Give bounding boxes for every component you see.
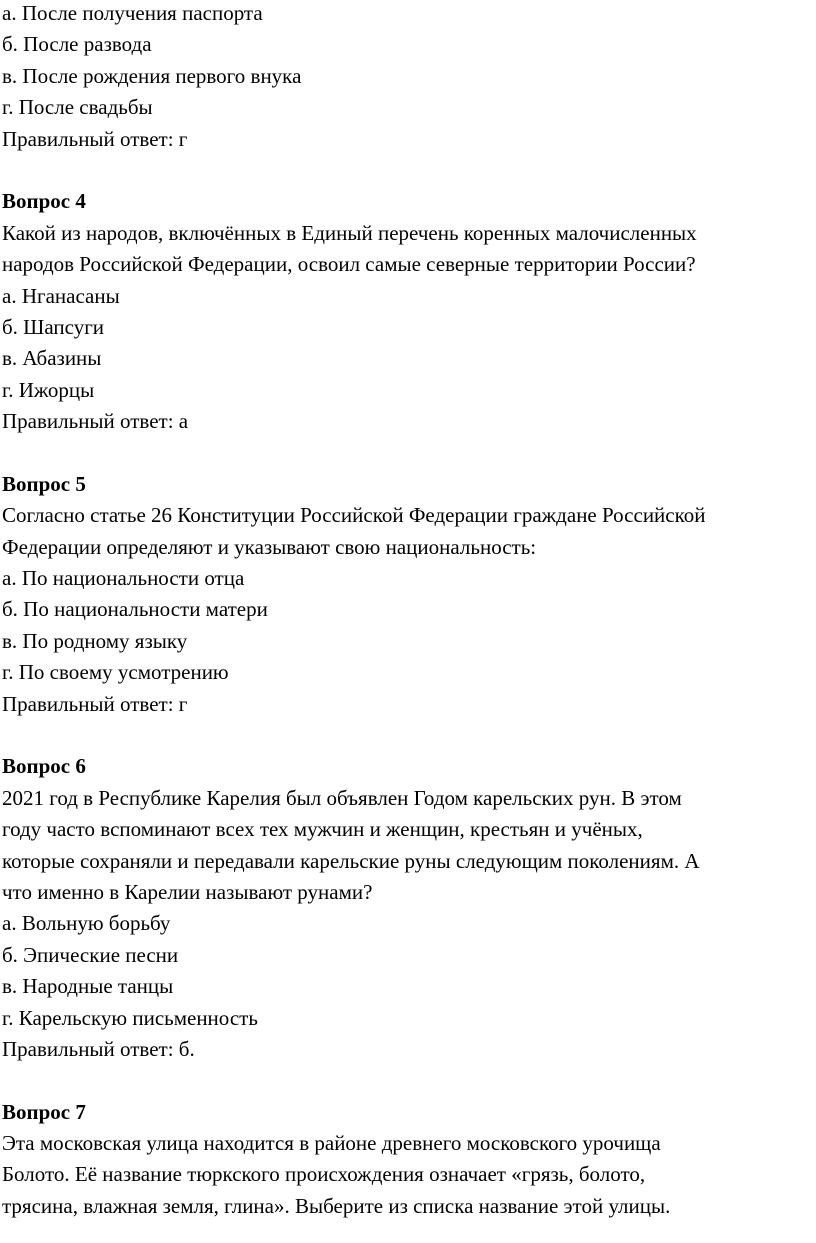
q4-option-a: а. Нганасаны bbox=[2, 283, 120, 308]
spacer bbox=[2, 1065, 814, 1096]
q7-text-line-1: Эта московская улица находится в районе древнего московского урочища bbox=[2, 1131, 661, 1156]
q5-option-a: а. По национальности отца bbox=[2, 566, 245, 591]
q6-text-line-1: 2021 год в Республике Карелия был объявлен Годом карельских рун. В этом bbox=[2, 785, 682, 810]
q4-text-line-1: Какой из народов, включённых в Единый перечень коренных малочисленных bbox=[2, 220, 697, 245]
q3-option-d: г. После свадьбы bbox=[2, 95, 153, 120]
q7-text-line-3: трясина, влажная земля, глина». Выберите из списка название этой улицы. bbox=[2, 1193, 671, 1218]
q4-answer: Правильный ответ: а bbox=[2, 409, 189, 434]
spacer bbox=[2, 720, 814, 751]
spacer bbox=[2, 155, 814, 186]
q5-option-d: г. По своему усмотрению bbox=[2, 660, 229, 685]
q5-heading: Вопрос 5 bbox=[2, 471, 86, 496]
question-6 bbox=[2, 751, 814, 1065]
spacer bbox=[2, 437, 814, 468]
q6-option-a: а. Вольную борьбу bbox=[2, 911, 171, 936]
q6-option-c: в. Народные танцы bbox=[2, 974, 174, 999]
q4-option-d: г. Ижорцы bbox=[2, 377, 95, 402]
q6-answer: Правильный ответ: б. bbox=[2, 1036, 195, 1061]
q6-heading: Вопрос 6 bbox=[2, 754, 86, 779]
q3-option-c: в. После рождения первого внука bbox=[2, 63, 302, 88]
document-page bbox=[2, 0, 814, 1222]
q5-answer: Правильный ответ: г bbox=[2, 691, 188, 716]
q5-option-b: б. По национальности матери bbox=[2, 597, 268, 622]
q7-text-line-2: Болото. Её название тюркского происхождения означает «грязь, болото, bbox=[2, 1162, 646, 1187]
q5-option-c: в. По родному языку bbox=[2, 628, 188, 653]
q7-heading: Вопрос 7 bbox=[2, 1099, 86, 1124]
q3-option-a: а. После получения паспорта bbox=[2, 1, 263, 25]
q6-text-line-3: которые сохраняли и передавали карельские руны следующим поколениям. А bbox=[2, 848, 700, 873]
q4-option-c: в. Абазины bbox=[2, 346, 102, 371]
q4-text-line-2: народов Российской Федерации, освоил самые северные территории России? bbox=[2, 252, 696, 277]
q4-heading: Вопрос 4 bbox=[2, 189, 86, 214]
question-5 bbox=[2, 469, 814, 720]
q6-option-b: б. Эпические песни bbox=[2, 942, 179, 967]
question-3-tail bbox=[2, 0, 814, 155]
q6-text-line-2: году часто вспоминают всех тех мужчин и женщин, крестьян и учёных, bbox=[2, 817, 643, 842]
q6-text-line-4: что именно в Карелии называют рунами? bbox=[2, 879, 373, 904]
q4-option-b: б. Шапсуги bbox=[2, 314, 105, 339]
q3-option-b: б. После развода bbox=[2, 32, 152, 57]
question-7 bbox=[2, 1097, 814, 1223]
q6-option-d: г. Карельскую письменность bbox=[2, 1005, 258, 1030]
question-4 bbox=[2, 186, 814, 437]
q5-text-line-1: Согласно статье 26 Конституции Российской Федерации граждане Российской bbox=[2, 503, 706, 528]
q3-answer: Правильный ответ: г bbox=[2, 126, 188, 151]
q5-text-line-2: Федерации определяют и указывают свою национальность: bbox=[2, 534, 537, 559]
